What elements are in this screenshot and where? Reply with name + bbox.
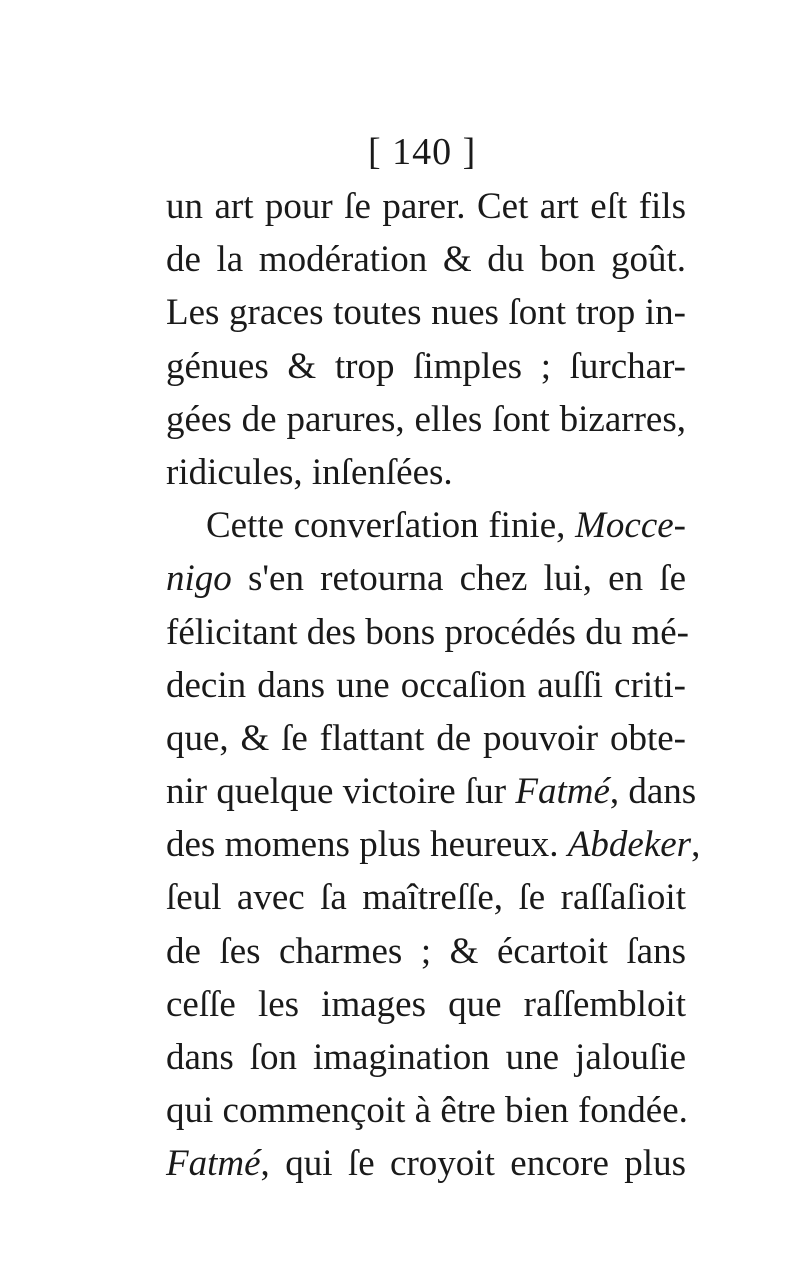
text-line — [166, 1137, 686, 1190]
text-segment: ſeul avec ſa maîtreſſe, ſe raſſaſioit — [166, 877, 686, 919]
text-segment: Fatmé — [515, 771, 610, 813]
text-segment: Mocce- — [575, 505, 686, 547]
text-line — [166, 286, 686, 339]
text-segment: , dans — [609, 771, 697, 813]
text-line — [166, 1084, 686, 1137]
text-line — [166, 712, 686, 765]
text-line — [166, 659, 686, 712]
text-line — [166, 606, 689, 659]
text-segment: decin dans une occaſion auſſi criti- — [166, 664, 686, 706]
text-segment: félicitant des bons procédés du mé- — [166, 611, 689, 653]
page-number: [ 140 ] — [368, 131, 477, 173]
text-segment: ceſſe les images que raſſembloit — [166, 983, 686, 1025]
text-segment: , qui ſe croyoit encore plus — [260, 1143, 686, 1185]
text-line — [166, 925, 686, 978]
text-segment: Les graces toutes nues ſont trop in- — [166, 292, 686, 334]
text-line — [166, 818, 701, 871]
text-line — [166, 1031, 686, 1084]
text-segment: que, & ſe flattant de pouvoir obte- — [166, 717, 686, 759]
text-line — [166, 446, 686, 499]
text-segment: , — [691, 824, 701, 866]
text-segment: Fatmé — [166, 1143, 261, 1185]
text-line — [166, 180, 686, 233]
text-segment: s'en retourna chez lui, en ſe — [231, 558, 686, 600]
text-segment: de la modération & du bon goût. — [166, 239, 686, 281]
text-line — [166, 765, 697, 818]
text-segment: un art pour ſe parer. Cet art eſt fils — [166, 186, 686, 227]
text-segment: Abdeker — [567, 824, 692, 866]
text-segment: de ſes charmes ; & écartoit ſans — [166, 930, 686, 972]
text-segment: dans ſon imagination une jalouſie — [166, 1037, 686, 1078]
text-line — [166, 499, 686, 552]
text-segment: nigo — [166, 558, 232, 600]
text-segment: Cette converſation finie, — [206, 505, 576, 547]
text-segment: des momens plus heureux. — [166, 824, 568, 866]
text-line — [166, 340, 686, 393]
text-segment: gées de parures, elles ſont bizarres, — [166, 398, 686, 440]
text-line — [166, 871, 686, 924]
text-segment: qui commençoit à être bien fondée. — [166, 1090, 688, 1132]
text-line — [166, 978, 686, 1031]
body-text — [166, 180, 701, 1191]
text-line — [166, 233, 686, 286]
text-line — [166, 552, 686, 605]
text-segment: génues & trop ſimples ; ſurchar- — [166, 345, 686, 387]
text-segment: ridicules, inſenſées. — [166, 451, 453, 493]
text-segment: nir quelque victoire ſur — [166, 771, 516, 813]
text-line — [166, 393, 686, 446]
